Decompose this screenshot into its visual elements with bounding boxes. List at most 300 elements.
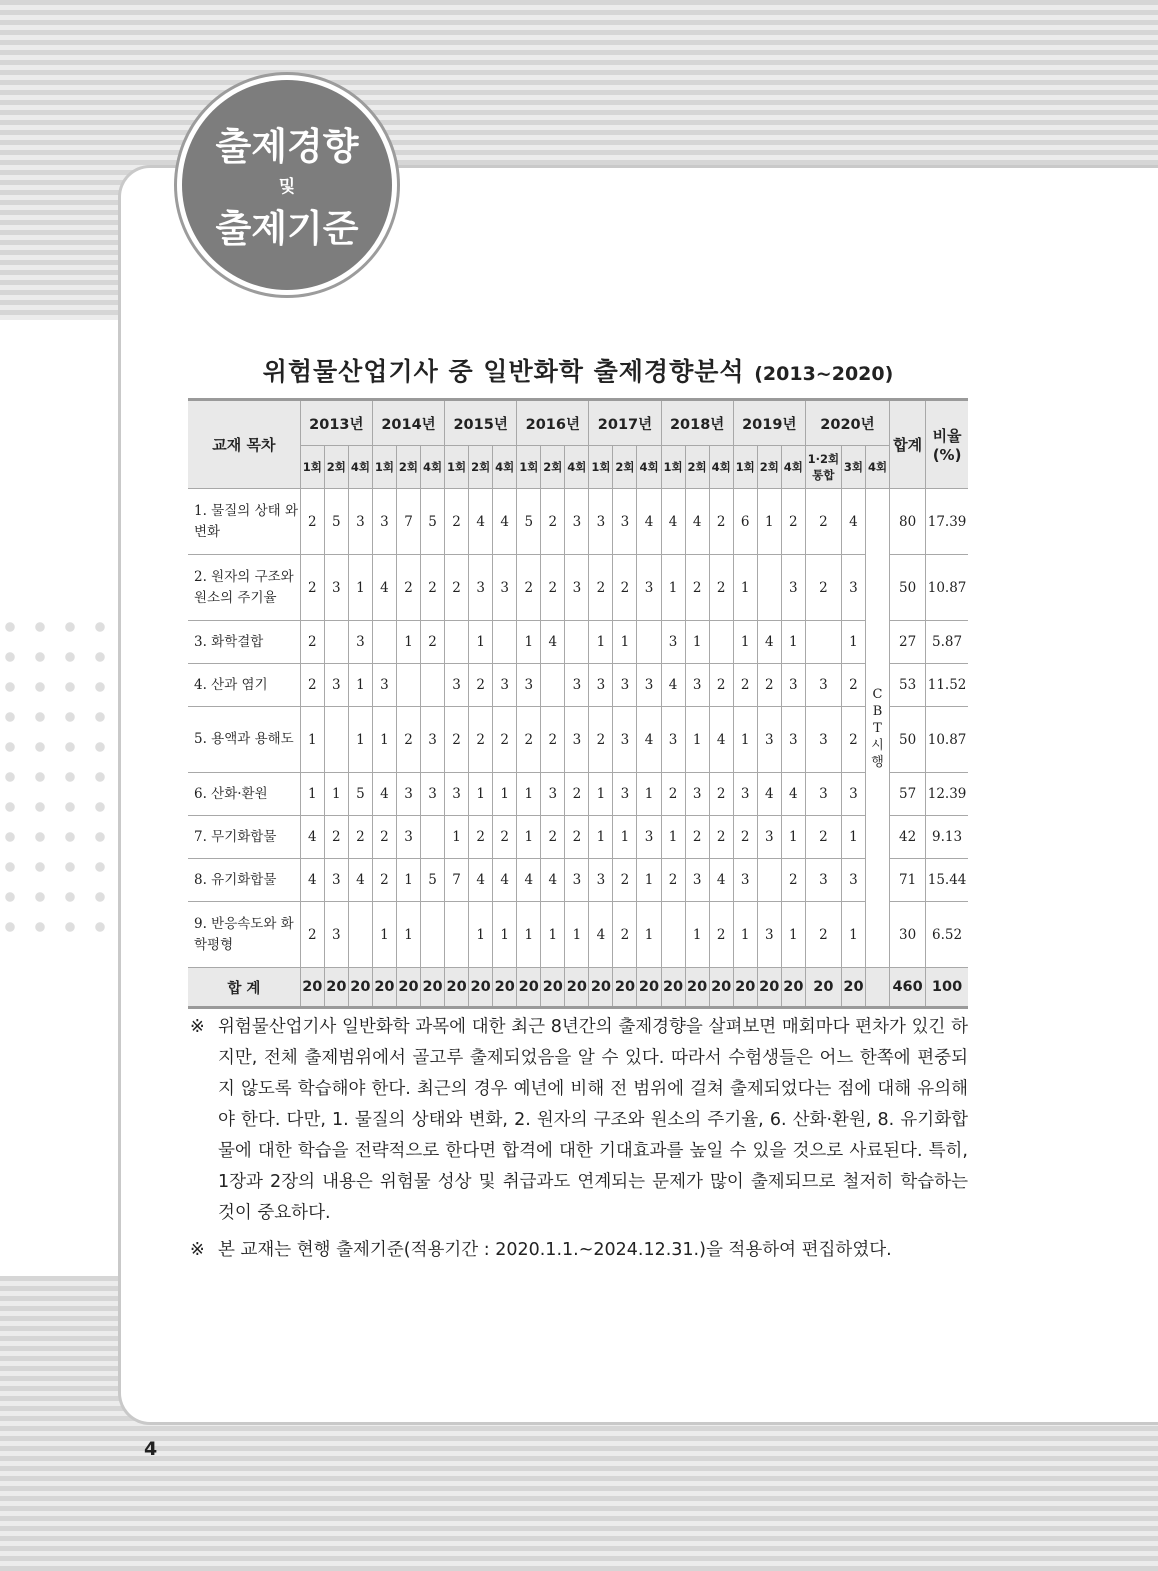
value-cell: 2 [493, 816, 517, 859]
value-cell: 2 [709, 902, 733, 968]
row-total: 50 [890, 555, 926, 621]
session-header: 1회 [733, 446, 757, 489]
cbt-note-char: 시 [871, 737, 884, 753]
value-cell: 2 [613, 902, 637, 968]
value-cell: 3 [613, 664, 637, 707]
session-header: 2회 [541, 446, 565, 489]
sum-value: 20 [589, 968, 613, 1008]
value-cell: 3 [493, 664, 517, 707]
value-cell: 1 [300, 707, 324, 773]
session-header: 2회 [613, 446, 637, 489]
value-cell: 3 [685, 664, 709, 707]
session-header: 4회 [565, 446, 589, 489]
value-cell: 2 [469, 664, 493, 707]
value-cell [324, 621, 348, 664]
value-cell: 3 [685, 773, 709, 816]
sum-value: 20 [421, 968, 445, 1008]
table-row [188, 816, 968, 859]
sum-value: 20 [781, 968, 805, 1008]
session-header: 1회 [300, 446, 324, 489]
value-cell: 2 [372, 816, 396, 859]
table-row [188, 489, 968, 555]
value-cell: 4 [685, 489, 709, 555]
session-header: 2회 [685, 446, 709, 489]
value-cell: 2 [757, 664, 781, 707]
session-header: 1회 [517, 446, 541, 489]
value-cell: 2 [541, 489, 565, 555]
value-cell: 3 [421, 773, 445, 816]
value-cell: 3 [493, 555, 517, 621]
row-ratio: 10.87 [926, 707, 968, 773]
note-text: 본 교재는 현행 출제기준(적용기간 : 2020.1.1.~2024.12.31.)을 적용하여 편집하였다. [218, 1240, 892, 1260]
value-cell: 2 [589, 555, 613, 621]
value-cell: 1 [396, 902, 420, 968]
value-cell: 3 [805, 707, 841, 773]
row-label: 8. 유기화합물 [188, 859, 300, 902]
session-header: 2회 [757, 446, 781, 489]
value-cell [421, 902, 445, 968]
value-cell: 3 [589, 489, 613, 555]
sum-value: 20 [445, 968, 469, 1008]
value-cell: 3 [565, 664, 589, 707]
value-cell: 7 [396, 489, 420, 555]
note-mark: ※ [190, 1240, 205, 1260]
value-cell: 2 [469, 707, 493, 773]
session-header: 2회 [469, 446, 493, 489]
title-main: 위험물산업기사 중 일반화학 출제경향분석 [262, 357, 745, 386]
value-cell: 5 [348, 773, 372, 816]
value-cell: 3 [757, 902, 781, 968]
value-cell: 4 [709, 707, 733, 773]
value-cell: 2 [781, 859, 805, 902]
row-ratio: 12.39 [926, 773, 968, 816]
row-ratio: 10.87 [926, 555, 968, 621]
value-cell [661, 902, 685, 968]
value-cell: 1 [348, 707, 372, 773]
value-cell: 4 [469, 859, 493, 902]
year-header: 2013년 [300, 400, 372, 446]
value-cell: 3 [733, 773, 757, 816]
value-cell: 1 [733, 621, 757, 664]
row-total: 53 [890, 664, 926, 707]
sum-value: 20 [709, 968, 733, 1008]
value-cell: 5 [421, 489, 445, 555]
value-cell: 1 [348, 664, 372, 707]
sum-value: 20 [757, 968, 781, 1008]
row-label: 6. 산화·환원 [188, 773, 300, 816]
value-cell: 3 [781, 707, 805, 773]
value-cell: 2 [541, 816, 565, 859]
value-cell: 3 [613, 489, 637, 555]
row-total: 42 [890, 816, 926, 859]
value-cell: 2 [805, 902, 841, 968]
value-cell: 4 [757, 621, 781, 664]
value-cell: 3 [565, 707, 589, 773]
value-cell: 5 [324, 489, 348, 555]
cbt-note-char: C [872, 686, 883, 702]
value-cell: 2 [348, 816, 372, 859]
value-cell: 1 [733, 902, 757, 968]
value-cell: 2 [517, 707, 541, 773]
row-ratio: 5.87 [926, 621, 968, 664]
value-cell [372, 621, 396, 664]
value-cell: 1 [841, 816, 865, 859]
value-cell: 2 [300, 664, 324, 707]
value-cell: 1 [757, 489, 781, 555]
row-total: 27 [890, 621, 926, 664]
table-row [188, 859, 968, 902]
value-cell [805, 621, 841, 664]
value-cell: 5 [517, 489, 541, 555]
total-header: 합계 [890, 400, 926, 489]
value-cell: 4 [709, 859, 733, 902]
value-cell: 3 [324, 902, 348, 968]
value-cell [348, 902, 372, 968]
value-cell: 1 [637, 859, 661, 902]
value-cell: 1 [589, 816, 613, 859]
session-header: 3회 [841, 446, 865, 489]
value-cell: 3 [757, 816, 781, 859]
value-cell: 3 [661, 707, 685, 773]
value-cell: 3 [781, 555, 805, 621]
value-cell: 2 [709, 816, 733, 859]
year-header: 2018년 [661, 400, 733, 446]
sum-value: 20 [517, 968, 541, 1008]
value-cell: 3 [541, 773, 565, 816]
value-cell: 1 [733, 555, 757, 621]
value-cell: 1 [613, 621, 637, 664]
sum-value: 20 [733, 968, 757, 1008]
value-cell: 2 [733, 816, 757, 859]
value-cell [396, 664, 420, 707]
sum-label: 합 계 [188, 968, 300, 1008]
year-header: 2020년 [805, 400, 889, 446]
value-cell: 4 [300, 816, 324, 859]
value-cell: 2 [565, 816, 589, 859]
value-cell: 4 [493, 859, 517, 902]
table-row [188, 902, 968, 968]
row-total: 30 [890, 902, 926, 968]
year-header: 2014년 [372, 400, 444, 446]
value-cell: 1 [781, 902, 805, 968]
value-cell: 2 [805, 555, 841, 621]
value-cell: 1 [517, 773, 541, 816]
row-label: 5. 용액과 용해도 [188, 707, 300, 773]
value-cell: 1 [781, 621, 805, 664]
value-cell: 4 [541, 621, 565, 664]
value-cell: 4 [841, 489, 865, 555]
value-cell: 4 [589, 902, 613, 968]
header-session-row [188, 446, 968, 489]
year-header: 2017년 [589, 400, 661, 446]
sum-value: 20 [372, 968, 396, 1008]
value-cell [757, 555, 781, 621]
sum-value: 20 [841, 968, 865, 1008]
value-cell: 2 [613, 859, 637, 902]
session-header: 4회 [637, 446, 661, 489]
value-cell: 2 [445, 707, 469, 773]
value-cell: 1 [396, 621, 420, 664]
value-cell: 2 [493, 707, 517, 773]
value-cell: 1 [493, 902, 517, 968]
value-cell: 3 [348, 489, 372, 555]
value-cell [565, 621, 589, 664]
value-cell: 3 [589, 859, 613, 902]
note-mark: ※ [190, 1017, 205, 1037]
session-header: 4회 [781, 446, 805, 489]
value-cell: 3 [613, 707, 637, 773]
value-cell: 3 [324, 664, 348, 707]
session-header: 4회 [709, 446, 733, 489]
sum-value: 20 [637, 968, 661, 1008]
row-label: 4. 산과 염기 [188, 664, 300, 707]
table-row [188, 664, 968, 707]
value-cell: 1 [372, 707, 396, 773]
value-cell: 2 [372, 859, 396, 902]
session-header: 2회 [324, 446, 348, 489]
value-cell: 2 [805, 489, 841, 555]
badge-line-2: 및 [278, 177, 296, 197]
value-cell: 1 [300, 773, 324, 816]
row-ratio: 15.44 [926, 859, 968, 902]
value-cell: 3 [396, 773, 420, 816]
value-cell: 4 [781, 773, 805, 816]
value-cell: 4 [348, 859, 372, 902]
year-header: 2015년 [445, 400, 517, 446]
note-text: 위험물산업기사 일반화학 과목에 대한 최근 8년간의 출제경향을 살펴보면 매회마다 편차가 있긴 하지만, 전체 출제범위에서 골고루 출제되었음을 알 수 있다. 따라서 수험생들은 어느 한쪽에 편중되지 않도록 학습해야 한다. 최근의 경우 예년에 비해 전 범위에 걸쳐 출제되었다는 점에 대해 유의해야 한다. 다만, 1. 물질의 상태와 변화, 2. 원자의 구조와 원소의 주기율, 6. 산화·환원, 8. 유기화합물에 대한 학습을 전략적으로 한다면 합격에 대한 기대효과를 높일 수 있을 것으로 사료된다. 특히, 1장과 2장의 내용은 위험물 성상 및 취급과도 연계되는 문제가 많이 출제되므로 철저히 학습하는 것이 중요하다. [218, 1017, 968, 1223]
value-cell: 3 [396, 816, 420, 859]
value-cell: 1 [372, 902, 396, 968]
value-cell: 2 [709, 555, 733, 621]
page-number: 4 [144, 1438, 158, 1460]
session-header: 1·2회 통합 [805, 446, 841, 489]
value-cell: 1 [517, 621, 541, 664]
row-label: 9. 반응속도와 화학평형 [188, 902, 300, 968]
row-ratio: 17.39 [926, 489, 968, 555]
value-cell: 1 [613, 816, 637, 859]
year-header: 2019년 [733, 400, 805, 446]
value-cell: 2 [613, 555, 637, 621]
value-cell: 3 [372, 489, 396, 555]
value-cell: 2 [300, 555, 324, 621]
value-cell: 6 [733, 489, 757, 555]
sum-value: 20 [493, 968, 517, 1008]
value-cell: 3 [445, 773, 469, 816]
value-cell: 2 [445, 489, 469, 555]
value-cell: 3 [805, 664, 841, 707]
value-cell: 3 [841, 773, 865, 816]
sum-ratio: 100 [926, 968, 968, 1008]
value-cell: 2 [396, 707, 420, 773]
value-cell: 1 [637, 902, 661, 968]
value-cell: 1 [469, 773, 493, 816]
session-header: 4회 [865, 446, 889, 489]
value-cell [421, 664, 445, 707]
value-cell: 3 [517, 664, 541, 707]
value-cell: 3 [841, 555, 865, 621]
value-cell: 2 [781, 489, 805, 555]
value-cell [637, 621, 661, 664]
value-cell: 4 [300, 859, 324, 902]
table-row [188, 773, 968, 816]
value-cell: 1 [661, 816, 685, 859]
value-cell: 2 [300, 902, 324, 968]
value-cell: 1 [517, 816, 541, 859]
ratio-header: 비율 (%) [926, 400, 968, 489]
row-total: 57 [890, 773, 926, 816]
value-cell [493, 621, 517, 664]
value-cell [757, 859, 781, 902]
value-cell: 1 [541, 902, 565, 968]
row-label: 2. 원자의 구조와 원소의 주기율 [188, 555, 300, 621]
row-label: 1. 물질의 상태 와 변화 [188, 489, 300, 555]
value-cell: 3 [805, 859, 841, 902]
value-cell: 2 [565, 773, 589, 816]
sum-value: 20 [324, 968, 348, 1008]
header-year-row [188, 400, 968, 446]
value-cell: 3 [565, 555, 589, 621]
value-cell: 3 [613, 773, 637, 816]
sum-value: 20 [300, 968, 324, 1008]
cbt-note-char: 행 [871, 754, 884, 770]
value-cell: 2 [841, 664, 865, 707]
value-cell [421, 816, 445, 859]
value-cell: 3 [324, 859, 348, 902]
session-header: 4회 [348, 446, 372, 489]
value-cell: 2 [733, 664, 757, 707]
value-cell: 2 [324, 816, 348, 859]
value-cell: 4 [372, 555, 396, 621]
sum-value: 20 [541, 968, 565, 1008]
value-cell: 1 [637, 773, 661, 816]
sum-value: 20 [661, 968, 685, 1008]
value-cell: 3 [324, 555, 348, 621]
value-cell: 2 [685, 816, 709, 859]
value-cell: 2 [661, 773, 685, 816]
value-cell: 2 [841, 707, 865, 773]
value-cell: 1 [685, 621, 709, 664]
value-cell: 2 [300, 489, 324, 555]
value-cell: 2 [661, 859, 685, 902]
value-cell: 2 [685, 555, 709, 621]
sum-row [188, 968, 968, 1008]
note-item [190, 1012, 968, 1229]
sum-value: 20 [396, 968, 420, 1008]
sum-value: 20 [469, 968, 493, 1008]
value-cell: 2 [709, 664, 733, 707]
value-cell: 4 [661, 664, 685, 707]
value-cell [709, 621, 733, 664]
value-cell: 3 [589, 664, 613, 707]
badge-line-1: 출제경향 [215, 125, 359, 168]
value-cell [324, 707, 348, 773]
value-cell: 4 [637, 489, 661, 555]
value-cell: 3 [421, 707, 445, 773]
sum-value: 20 [613, 968, 637, 1008]
value-cell: 5 [421, 859, 445, 902]
value-cell: 2 [541, 555, 565, 621]
value-cell: 3 [685, 859, 709, 902]
value-cell: 3 [637, 664, 661, 707]
value-cell: 1 [348, 555, 372, 621]
value-cell: 4 [493, 489, 517, 555]
value-cell: 2 [517, 555, 541, 621]
value-cell: 1 [781, 816, 805, 859]
session-header: 1회 [372, 446, 396, 489]
cbt-note [865, 489, 889, 968]
value-cell: 2 [421, 555, 445, 621]
value-cell: 3 [733, 859, 757, 902]
value-cell: 4 [637, 707, 661, 773]
session-header: 2회 [396, 446, 420, 489]
sum-value: 20 [805, 968, 841, 1008]
session-header: 1회 [661, 446, 685, 489]
value-cell: 1 [469, 621, 493, 664]
dot-pattern-decoration [0, 612, 110, 952]
value-cell: 3 [661, 621, 685, 664]
row-label: 3. 화학결합 [188, 621, 300, 664]
page-title [190, 352, 966, 388]
value-cell: 1 [396, 859, 420, 902]
value-cell: 3 [757, 707, 781, 773]
value-cell: 3 [348, 621, 372, 664]
table-row [188, 621, 968, 664]
row-ratio: 9.13 [926, 816, 968, 859]
session-header: 1회 [589, 446, 613, 489]
session-header: 4회 [421, 446, 445, 489]
value-cell: 3 [637, 555, 661, 621]
column-label: 교재 목차 [188, 400, 300, 489]
value-cell: 2 [541, 707, 565, 773]
value-cell [445, 902, 469, 968]
exam-trend-table [188, 398, 968, 1009]
row-total: 71 [890, 859, 926, 902]
year-header: 2016년 [517, 400, 589, 446]
value-cell: 2 [805, 816, 841, 859]
sum-value: 20 [565, 968, 589, 1008]
value-cell: 3 [565, 859, 589, 902]
value-cell: 1 [733, 707, 757, 773]
value-cell: 4 [541, 859, 565, 902]
value-cell: 2 [709, 773, 733, 816]
value-cell: 1 [841, 902, 865, 968]
value-cell: 7 [445, 859, 469, 902]
value-cell: 1 [589, 773, 613, 816]
cbt-note-char: B [872, 703, 883, 719]
value-cell: 1 [565, 902, 589, 968]
value-cell: 1 [517, 902, 541, 968]
cbt-note-char: T [873, 720, 882, 736]
value-cell: 4 [661, 489, 685, 555]
value-cell: 3 [637, 816, 661, 859]
sum-value: 20 [348, 968, 372, 1008]
value-cell: 1 [469, 902, 493, 968]
value-cell: 4 [469, 489, 493, 555]
value-cell: 3 [805, 773, 841, 816]
value-cell: 3 [469, 555, 493, 621]
value-cell: 1 [661, 555, 685, 621]
section-badge [182, 80, 392, 290]
value-cell: 4 [517, 859, 541, 902]
value-cell [541, 664, 565, 707]
table-row [188, 707, 968, 773]
value-cell: 3 [565, 489, 589, 555]
sum-value: 20 [685, 968, 709, 1008]
value-cell: 1 [589, 621, 613, 664]
value-cell: 1 [685, 902, 709, 968]
row-label: 7. 무기화합물 [188, 816, 300, 859]
value-cell: 2 [469, 816, 493, 859]
